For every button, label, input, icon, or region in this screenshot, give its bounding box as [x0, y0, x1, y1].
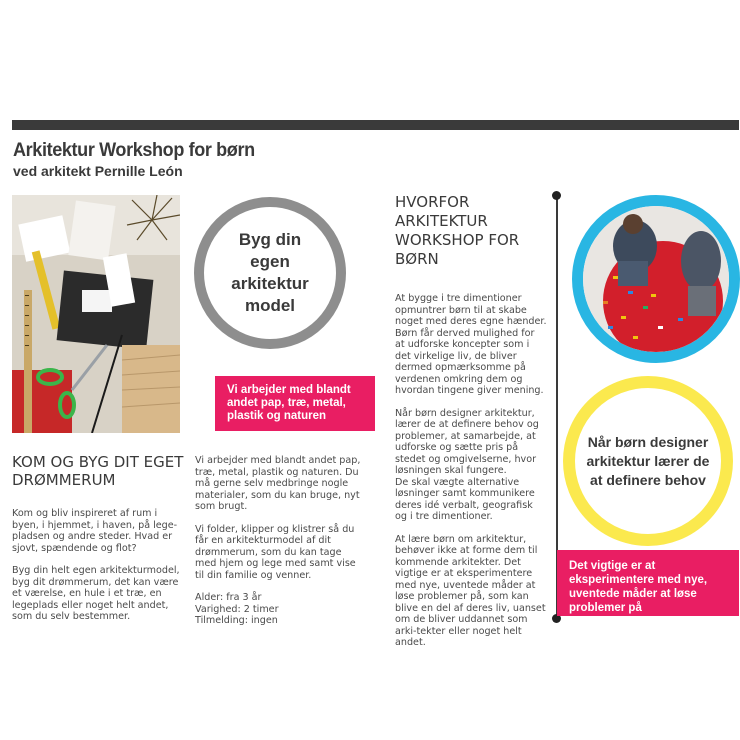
- page-title: Arkitektur Workshop for børn: [13, 140, 255, 161]
- divider-dot-top: [552, 191, 561, 200]
- paragraph: Når børn designer arkitektur, lærer de at definere behov og problemer, at samarbejde, at udforske og sætte pris på stedet og omgivelserne, hvor løsningen skal fungere. De skal vægte alternative løsninger samt kommunikere deres idé verbalt, geografisk og i tre dimentioner.: [395, 407, 539, 522]
- grey-circle-callout: [194, 197, 346, 349]
- pink-callout-materials: Vi arbejder med blandt andet pap, træ, metal, plastik og naturen: [215, 376, 375, 431]
- top-bar: [12, 120, 739, 130]
- paragraph: Kom og bliv inspireret af rum i byen, i hjemmet, i haven, på lege-pladsen og andre steder. Hvad er sjovt, spændende og flot?: [12, 508, 178, 554]
- section-heading-build: KOM OG BYG DIT EGET DRØMMERUM: [12, 453, 184, 489]
- architecture-model-materials-photo: [12, 195, 180, 433]
- pink-callout-experiment: Det vigtige er at eksperimentere med nye, uventede måder at løse problemer på: [557, 550, 739, 616]
- yellow-circle-callout: [563, 376, 733, 546]
- paragraph: Vi folder, klipper og klistrer så du får en arkitekturmodel af dit drømmerum, som du kan tage med hjem og lege med samt vise til din familie og venner.: [195, 523, 356, 581]
- grey-circle-text: Byg din egen arkitektur model: [231, 230, 309, 315]
- section-body-why: [395, 293, 547, 660]
- yellow-circle-text: Når børn designer arkitektur lærer de at definere behov: [586, 433, 710, 488]
- page-subtitle: ved arkitekt Pernille León: [13, 163, 183, 179]
- workshop-details: Alder: fra 3 år Varighed: 2 timer Tilmelding: ingen: [195, 592, 279, 626]
- section-body-build: [12, 508, 180, 634]
- paragraph: At lære børn om arkitektur, behøver ikke at forme dem til kommende arkitekter. Det vigtige er at eksperimentere med nye, uventede måder at løse problemer på, som kan blive en del af deres liv, uanset om de bliver uddannet som arki-tekter eller noget helt andet.: [395, 533, 546, 648]
- paragraph: Vi arbejder med blandt andet pap, træ, metal, plastik og naturen. Du må gerne selv medbringe nogle materialer, som du kan bruge, nyt som brugt.: [195, 455, 361, 512]
- section-heading-why: HVORFOR ARKITEKTUR WORKSHOP FOR BØRN: [395, 193, 520, 268]
- paragraph: At bygge i tre dimentioner opmuntrer børn til at skabe noget med deres egne hænder. Børn får derved mulighed for at udforske koncepter som i det virkelige liv, de bliver dermed opmærksomme på verdenen omkring dem og hvordan tingene giver mening.: [395, 293, 547, 396]
- section-body-materials: [195, 455, 365, 638]
- children-playing-with-lego-photo: [572, 195, 740, 363]
- paragraph: Byg din helt egen arkitekturmodel, byg dit drømmerum, det kan være et værelse, en hule i et træ, en legeplads eller noget helt andet, som du selv bestemmer.: [12, 565, 180, 622]
